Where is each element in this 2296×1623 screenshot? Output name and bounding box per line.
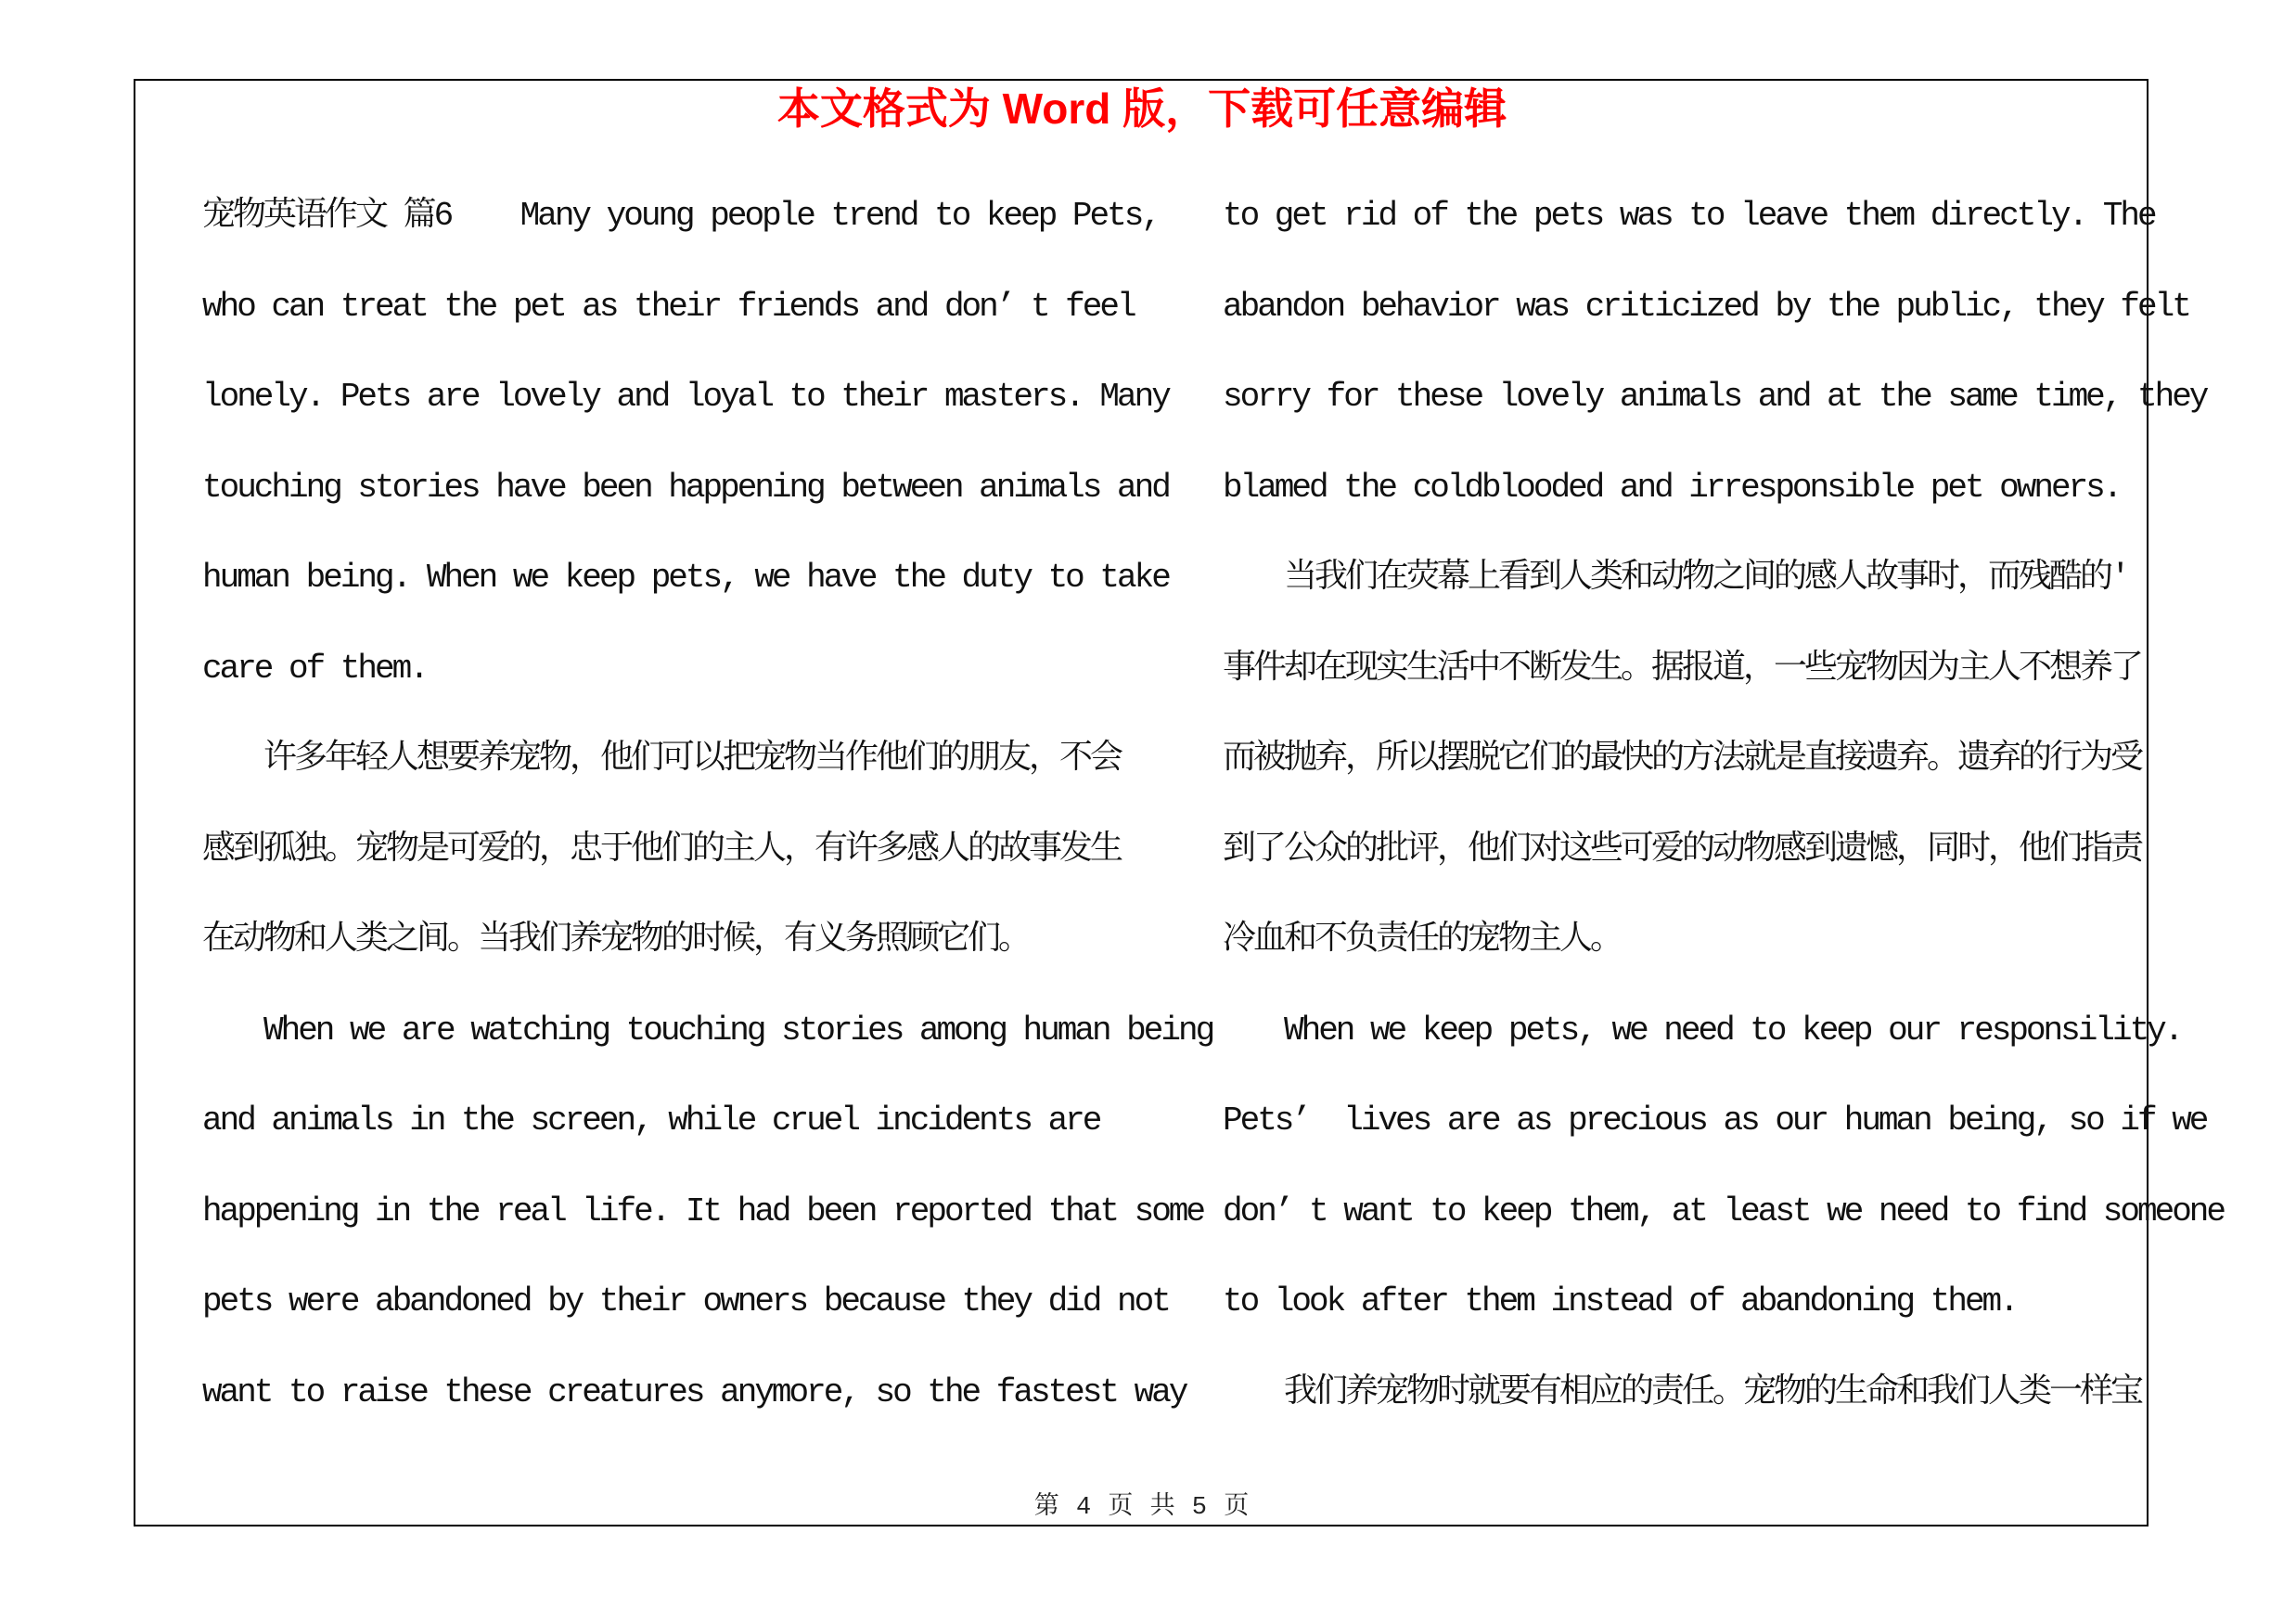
- text-line: abandon behavior was criticized by the public, they felt: [1223, 287, 2189, 326]
- text-line: 冷血和不负责任的宠物主人。: [1223, 921, 1622, 959]
- text-line: 事件却在现实生活中不断发生。据报道，一些宠物因为主人不想养了: [1223, 649, 2142, 688]
- left-column: [202, 195, 1213, 1462]
- text-line: When we keep pets, we need to keep our responsility.: [1223, 1011, 2182, 1050]
- text-line: When we are watching touching stories among human being: [202, 1011, 1213, 1050]
- text-line: human being. When we keep pets, we have the duty to take: [202, 559, 1169, 597]
- text-line: who can treat the pet as their friends and don’ t feel: [202, 287, 1135, 326]
- text-line: 在动物和人类之间。当我们养宠物的时候，有义务照顾它们。: [202, 921, 1030, 959]
- text-line: sorry for these lovely animals and at the same time, they: [1223, 378, 2207, 416]
- text-line: 感到孤独。宠物是可爱的，忠于他们的主人，有许多感人的故事发生: [202, 830, 1122, 869]
- text-line: 到了公众的批评，他们对这些可爱的动物感到遗憾，同时，他们指责: [1223, 830, 2142, 869]
- text-line: to get rid of the pets was to leave them directly. The: [1223, 197, 2155, 235]
- text-line: care of them.: [202, 649, 427, 688]
- text-line: happening in the real life. It had been reported that some: [202, 1191, 1204, 1230]
- text-line: 我们养宠物时就要有相应的责任。宠物的生命和我们人类一样宝: [1223, 1372, 2142, 1411]
- text-line: 许多年轻人想要养宠物，他们可以把宠物当作他们的朋友，不会: [202, 740, 1122, 778]
- header-notice: 本文格式为 Word 版，下载可任意编辑: [776, 84, 1507, 133]
- text-line: and animals in the screen, while cruel incidents are: [202, 1101, 1100, 1140]
- text-line: to look after them instead of abandoning them.: [1223, 1282, 2017, 1320]
- text-line: don’ t want to keep them, at least we need to find someone: [1223, 1191, 2225, 1230]
- text-line: Pets’ lives are as precious as our human being, so if we: [1223, 1101, 2207, 1140]
- text-line: 宠物英语作文 篇6 Many young people trend to keep Pets,: [202, 197, 1159, 235]
- text-line: want to raise these creatures anymore, so the fastest way: [202, 1372, 1186, 1411]
- page-footer: 第 4 页 共 5 页: [1033, 1494, 1251, 1522]
- text-line: 而被抛弃，所以摆脱它们的最快的方法就是直接遗弃。遗弃的行为受: [1223, 740, 2142, 778]
- right-column: [1223, 195, 2225, 1462]
- text-line: pets were abandoned by their owners because they did not: [202, 1282, 1169, 1320]
- text-line: touching stories have been happening between animals and: [202, 468, 1169, 507]
- text-line: 当我们在荧幕上看到人类和动物之间的感人故事时，而残酷的': [1223, 559, 2128, 597]
- text-line: lonely. Pets are lovely and loyal to their masters. Many: [202, 378, 1169, 416]
- text-line: blamed the coldblooded and irresponsible pet owners.: [1223, 468, 2121, 507]
